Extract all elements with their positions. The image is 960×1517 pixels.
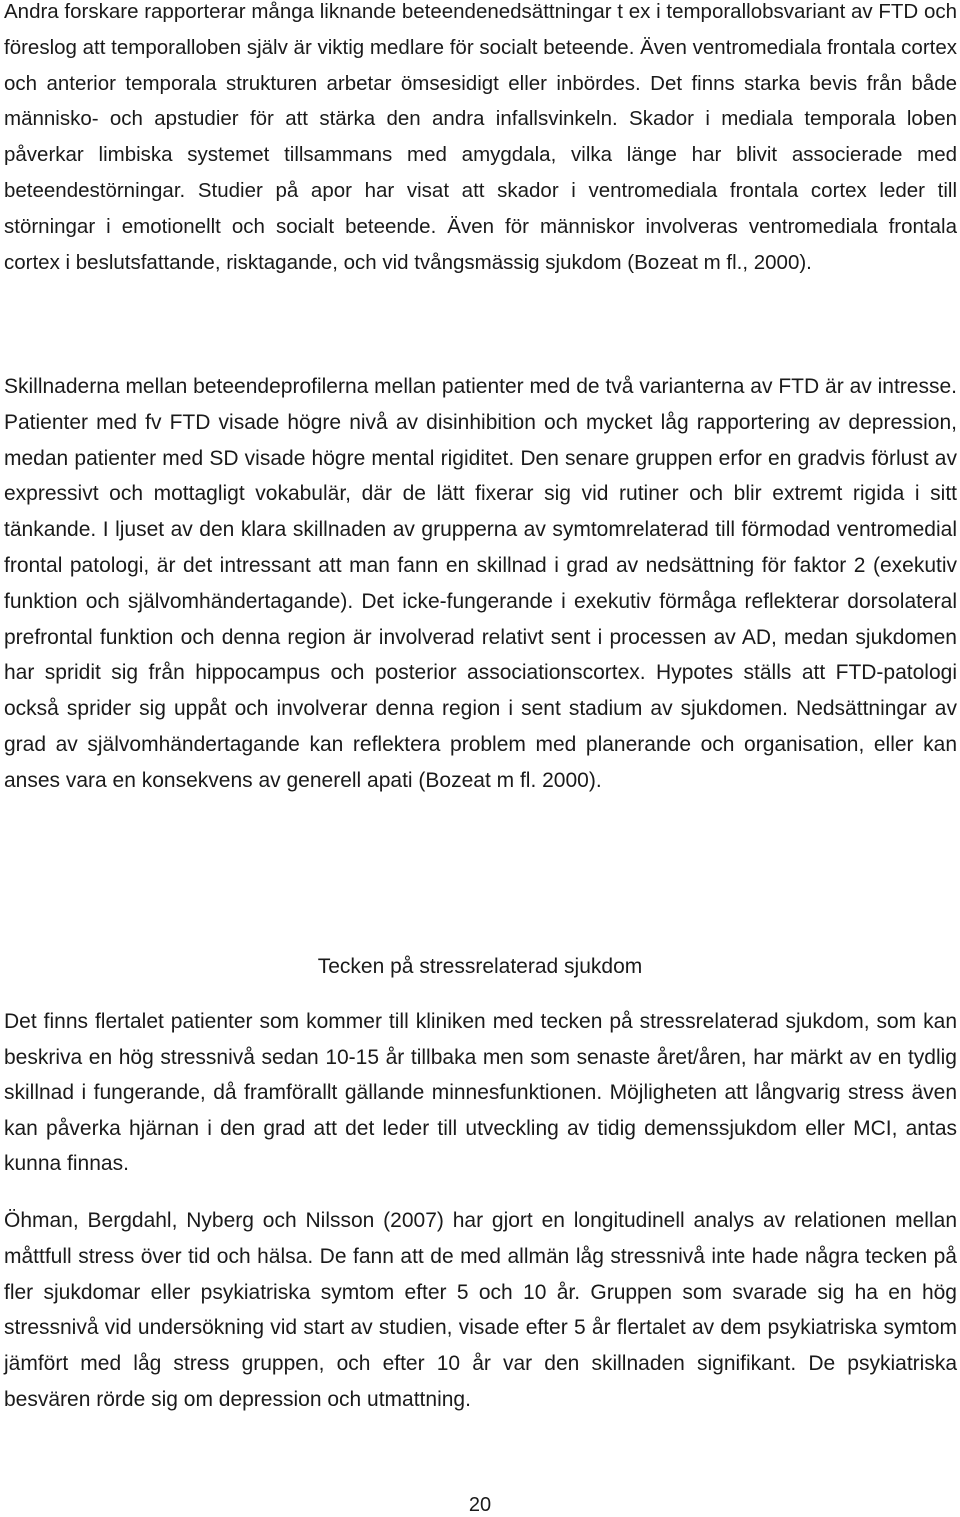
- section-heading: Tecken på stressrelaterad sjukdom: [317, 955, 643, 978]
- paragraph-stress-patients: Det finns flertalet patienter som kommer till kliniken med tecken på stressrelaterad sjukdom, som kan beskriva en hög stressnivå sedan 10-15 år tillbaka men som senaste året/åren, har märkt av en tydlig skillnad i fungerande, då framförallt gällande minnesfunktionen. Möjligheten att långvarig stress även kan påverka hjärnan i den grad att det leder till utveckling av tidig demenssjukdom eller MCI, antas kunna finnas.: [4, 1010, 957, 1175]
- paragraph-ftd-variants: Skillnaderna mellan beteendeprofilerna mellan patienter med de två varianterna av FTD är av intresse. Patienter med fv FTD visade högre nivå av disinhibition och mycket låg rapportering av depression, medan patienter med SD visade högre mental rigiditet. Den senare gruppen erfor en gradvis förlust av expressivt och mottagligt vokabulär, där de lätt fixerar sig vid rutiner och blir extremt rigida i sitt tänkande. I ljuset av den klara skillnaden av grupperna av symtomrelaterad till förmodad ventromedial frontal patologi, är det intressant att man fann en skillnad i grad av nedsättning för faktor 2 (exekutiv funktion och självomhändertagande). Det icke-fungerande i exekutiv förmåga reflekterar dorsolateral prefrontal funktion och denna region är involverad relativt sent i processen av AD, medan sjukdomen har spridit sig från hippocampus och posterior associationscortex. Hypotes ställs att FTD-patologi också sprider sig uppåt och involverar denna region i sent stadium av sjukdomen. Nedsättningar av grad av självomhändertagande kan reflektera problem med planerande och organisation, eller kan anses vara en konsekvens av generell apati (Bozeat m fl. 2000).: [4, 375, 957, 792]
- paragraph-temporal-lobe: Andra forskare rapporterar många liknande beteendenedsättningar t ex i temporallobsvariant av FTD och föreslog att temporalloben själv är viktig medlare för socialt beteende. Även ventromediala frontala cortex och anterior temporala strukturen arbetar ömsesidigt eller inbördes. Det finns starka bevis från både människo- och apstudier för att stärka den andra infallsvinkeln. Skador i mediala temporala loben påverkar limbiska systemet tillsammans med amygdala, vilka länge har blivit associerade med beteendestörningar. Studier på apor har visat att skador i ventromediala frontala cortex leder till störningar i emotionellt och socialt beteende. Även för människor involveras ventromediala frontala cortex i beslutsfattande, risktagande, och vid tvångsmässig sjukdom (Bozeat m fl., 2000).: [4, 0, 957, 274]
- page-number: 20: [468, 1494, 492, 1516]
- paragraph-ohman-study: Öhman, Bergdahl, Nyberg och Nilsson (2007) har gjort en longitudinell analys av relationen mellan måttfull stress över tid och hälsa. De fann att de med allmän låg stressnivå inte hade några tecken på fler sjukdomar eller psykiatriska symtom efter 5 och 10 år. Gruppen som svarade sig ha en hög stressnivå vid undersökning vid start av studien, visade efter 5 år flertalet av dem psykiatriska symtom jämfört med låg stress gruppen, och efter 10 år var den skillnaden signifikant. De psykiatriska besvären rörde sig om depression och utmattning.: [4, 1209, 957, 1411]
